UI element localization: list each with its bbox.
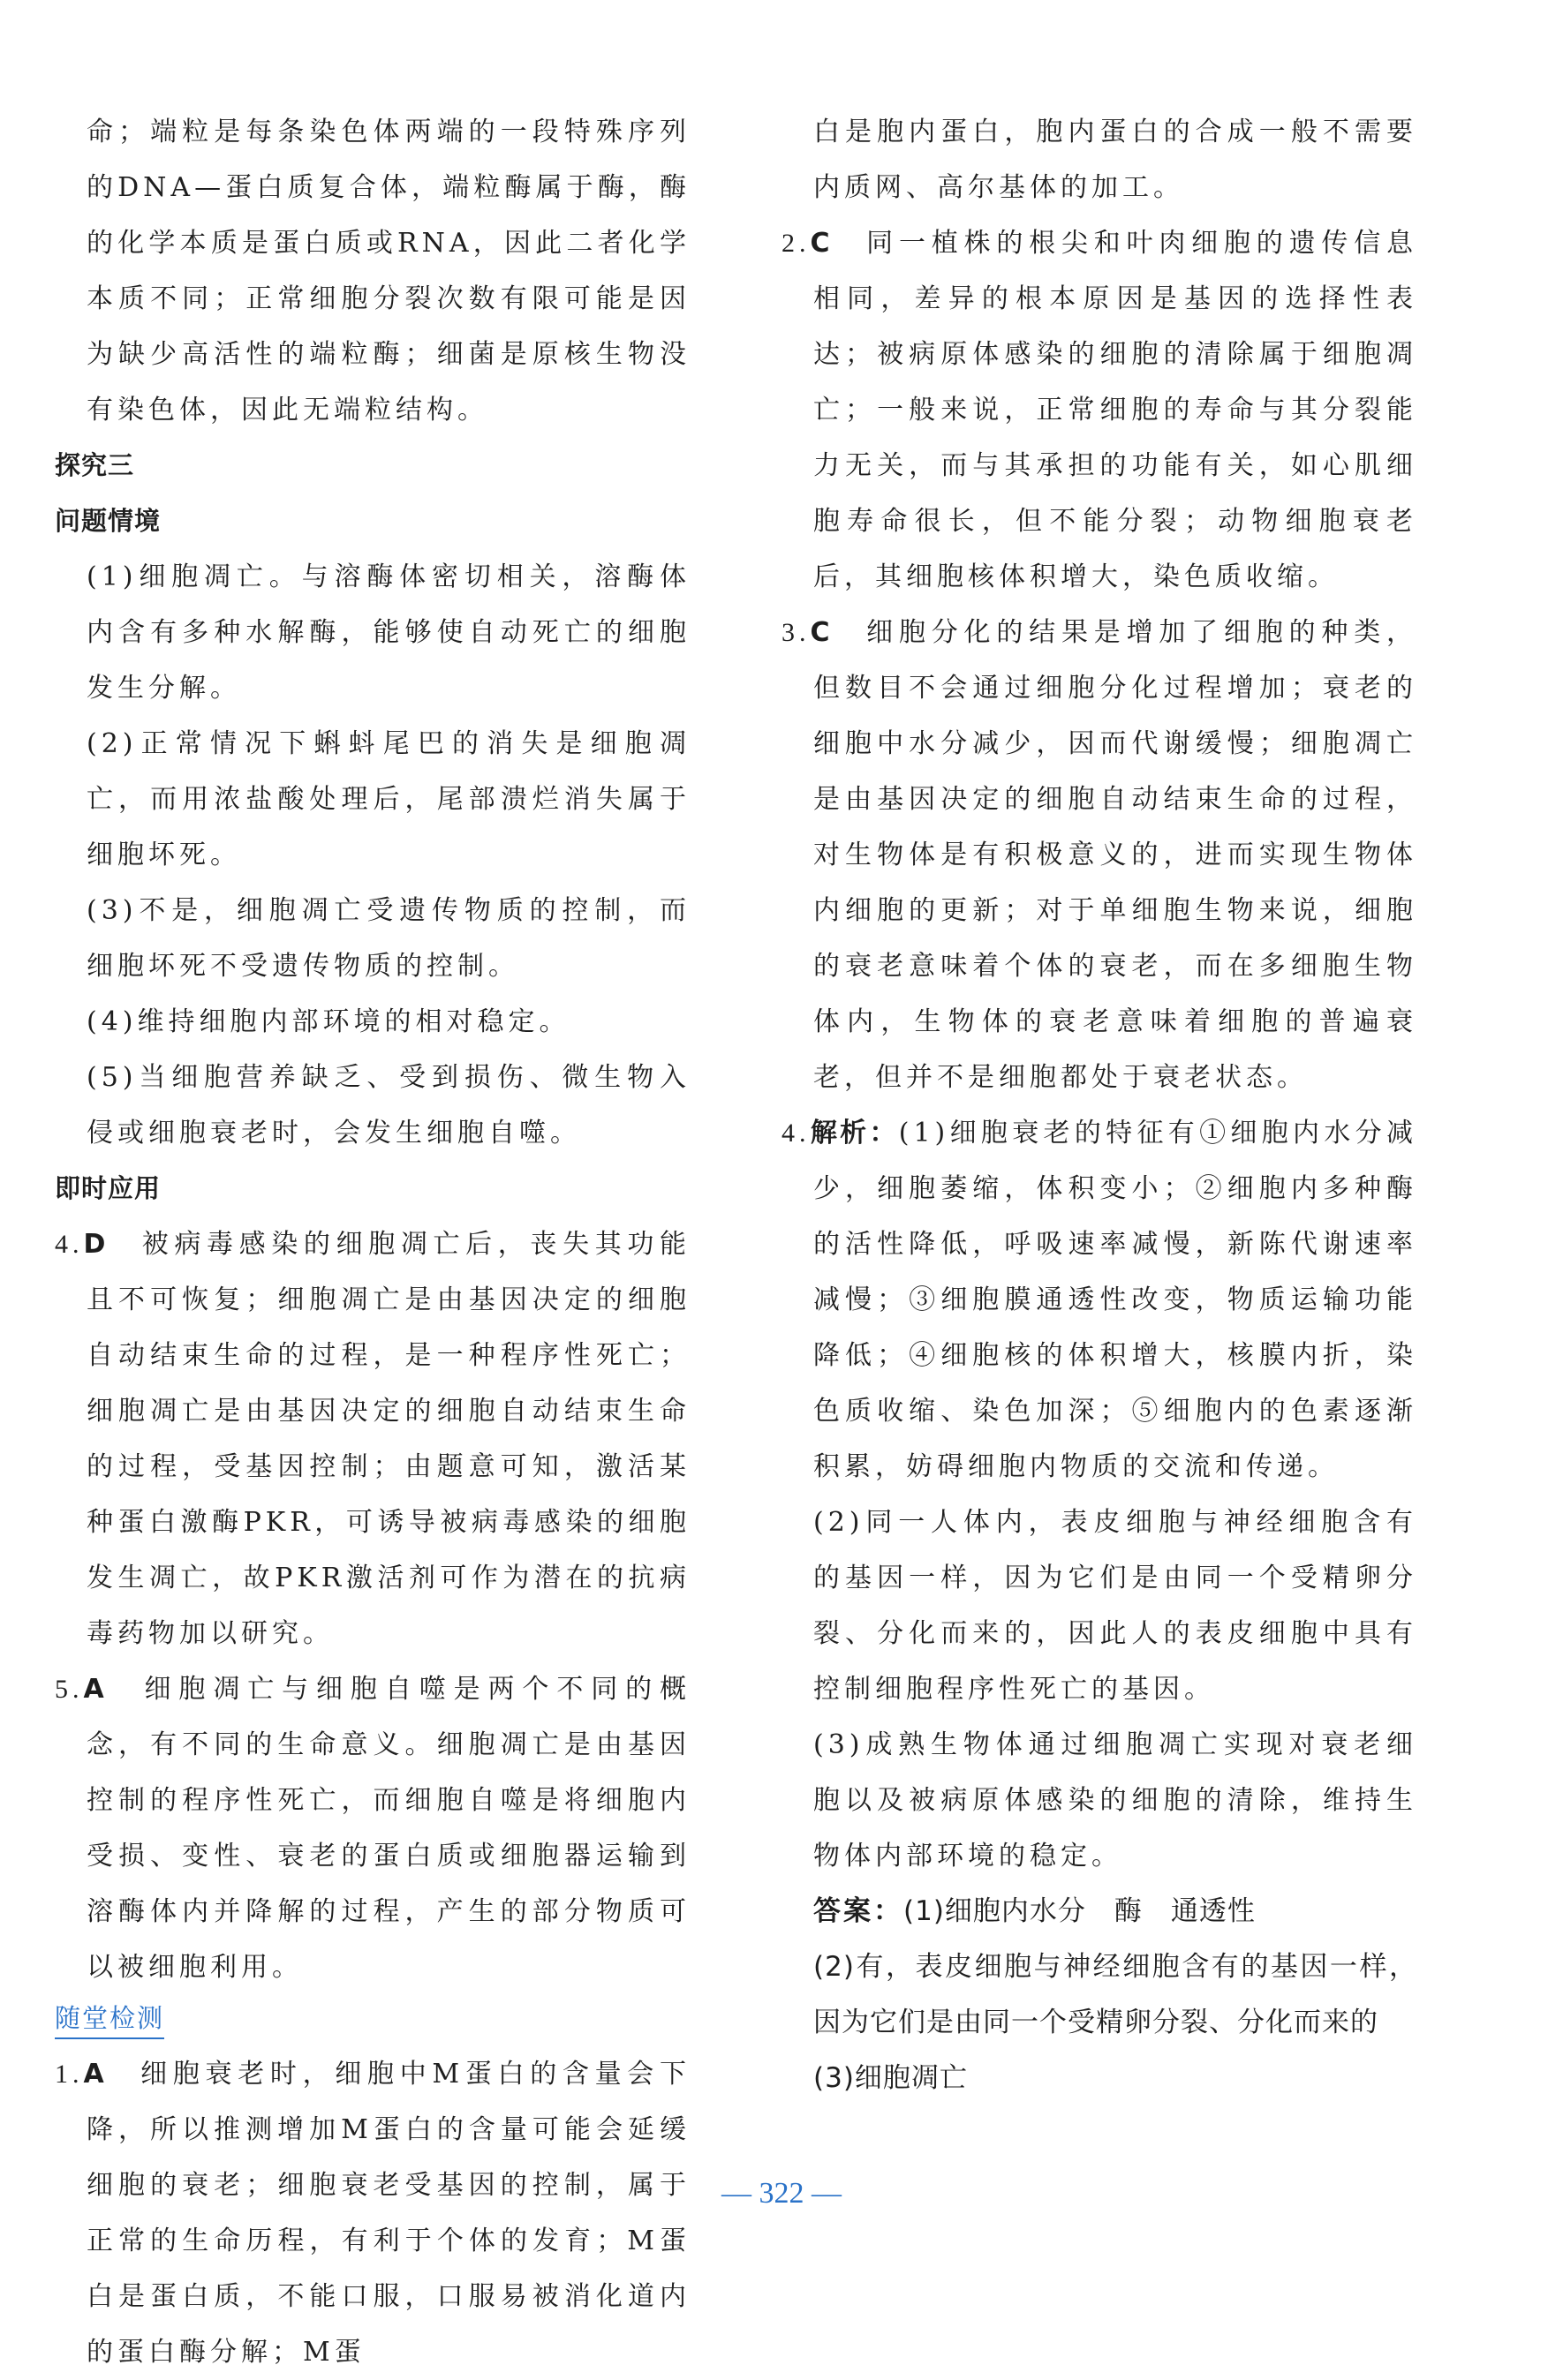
answer-key: C (810, 617, 833, 648)
answer-key: A (83, 1674, 107, 1705)
right-column (782, 104, 1417, 2106)
answer-key: D (83, 1229, 109, 1260)
answer-block (782, 1884, 1417, 2106)
answer-key: C (810, 228, 833, 259)
question-number: 1. (55, 2060, 84, 2089)
question-number: 4. (55, 1230, 84, 1259)
question-4 (55, 1216, 691, 1661)
test-question-3 (782, 605, 1417, 1105)
question-number: 5. (55, 1675, 84, 1704)
section-title-suitang-jiance: 随堂检测 (55, 1999, 164, 2039)
answer-item-2: (2)正常情况下蝌蚪尾巴的消失是细胞凋亡，而用浓盐酸处理后，尾部溃烂消失属于细胞坏死。 (87, 728, 691, 870)
question-number: 2. (782, 229, 811, 258)
explanation: 同一植株的根尖和叶肉细胞的遗传信息相同，差异的根本原因是基因的选择性表达；被病原体感染的细胞的清除属于细胞凋亡；一般来说，正常细胞的寿命与其分裂能力无关，而与其承担的功能有关，如心肌细胞寿命很长，但不能分裂；动物细胞衰老后，其细胞核体积增大，染色质收缩。 (813, 228, 1418, 592)
question-5 (55, 1661, 691, 1995)
explanation: 细胞分化的结果是增加了细胞的种类，但数目不会通过细胞分化过程增加；衰老的细胞中水分减少，因而代谢缓慢；细胞凋亡是由基因决定的细胞自动结束生命的过程，对生物体是有积极意义的，进而实现生物体内细胞的更新；对于单细胞生物来说，细胞的衰老意味着个体的衰老，而在多细胞生物体内，生物体的衰老意味着细胞的普遍衰老，但并不是细胞都处于衰老状态。 (813, 617, 1418, 1093)
test-question-2 (782, 215, 1417, 605)
heading-tanjiu-san: 探究三 (55, 450, 135, 480)
test-question-4 (782, 1105, 1417, 1495)
answer-label: 答案： (813, 1895, 903, 1927)
left-column (55, 104, 691, 2380)
analysis-part-2: (2)同一人体内，表皮细胞与神经细胞含有的基因一样，因为它们是由同一个受精卵分裂、分化而来的，因此人的表皮细胞中具有控制细胞程序性死亡的基因。 (813, 1507, 1417, 1705)
page-number: — 322 — (721, 2177, 842, 2210)
answer-line-2: (2)有，表皮细胞与神经细胞含有的基因一样，因为它们是由同一个受精卵分裂、分化而来的 (813, 1951, 1417, 2038)
explanation: 细胞衰老时，细胞中M蛋白的含量会下降，所以推测增加M蛋白的含量可能会延缓细胞的衰老；细胞衰老受基因的控制，属于正常的生命历程，有利于个体的发育；M蛋白是蛋白质，不能口服，口服易被消化道内的蛋白酶分解；M蛋 (87, 2059, 691, 2368)
answer-line-3: (3)细胞凋亡 (813, 2062, 968, 2094)
answer-item-3: (3)不是，细胞凋亡受遗传物质的控制，而细胞坏死不受遗传物质的控制。 (87, 895, 691, 982)
question-number: 4. (782, 1118, 811, 1148)
paragraph-continued: 白是胞内蛋白，胞内蛋白的合成一般不需要内质网、高尔基体的加工。 (813, 117, 1417, 203)
explanation: 被病毒感染的细胞凋亡后，丧失其功能且不可恢复；细胞凋亡是由基因决定的细胞自动结束生命的过程，是一种程序性死亡；细胞凋亡是由基因决定的细胞自动结束生命的过程，受基因控制；由题意可知，激活某种蛋白激酶PKR，可诱导被病毒感染的细胞发生凋亡，故PKR激活剂可作为潜在的抗病毒药物加以研究。 (87, 1229, 691, 1649)
explanation: 细胞凋亡与细胞自噬是两个不同的概念，有不同的生命意义。细胞凋亡是由基因控制的程序性死亡，而细胞自噬是将细胞内受损、变性、衰老的蛋白质或细胞器运输到溶酶体内并降解的过程，产生的部分物质可以被细胞利用。 (87, 1674, 691, 1983)
analysis-label: 解析： (810, 1118, 899, 1149)
answer-text: (1)细胞内水分 酶 通透性 (903, 1895, 1256, 1927)
answer-line-1 (782, 1884, 1417, 1939)
answer-item-1: (1)细胞凋亡。与溶酶体密切相关，溶酶体内含有多种水解酶，能够使自动死亡的细胞发生分解。 (87, 561, 691, 704)
heading-jishi-yingyong: 即时应用 (55, 1173, 162, 1203)
test-question-1 (55, 2046, 691, 2380)
paragraph-continued: 命；端粒是每条染色体两端的一段特殊序列的DNA—蛋白质复合体，端粒酶属于酶，酶的化学本质是蛋白质或RNA，因此二者化学本质不同；正常细胞分裂次数有限可能是因为缺少高活性的端粒酶；细菌是原核生物没有染色体，因此无端粒结构。 (87, 117, 691, 426)
explanation: (1)细胞衰老的特征有①细胞内水分减少，细胞萎缩，体积变小；②细胞内多种酶的活性降低，呼吸速率减慢，新陈代谢速率减慢；③细胞膜通透性改变，物质运输功能降低；④细胞核的体积增大，核膜内折，染色质收缩、染色加深；⑤细胞内的色素逐渐积累，妨碍细胞内物质的交流和传递。 (813, 1118, 1417, 1482)
answer-item-5: (5)当细胞营养缺乏、受到损伤、微生物入侵或细胞衰老时，会发生细胞自噬。 (87, 1062, 691, 1149)
question-number: 3. (782, 618, 811, 647)
analysis-part-3: (3)成熟生物体通过细胞凋亡实现对衰老细胞以及被病原体感染的细胞的清除，维持生物体内部环境的稳定。 (813, 1729, 1417, 1872)
heading-wenti-qingjing: 问题情境 (55, 506, 162, 536)
answer-key: A (83, 2059, 107, 2090)
answer-item-4: (4)维持细胞内部环境的相对稳定。 (87, 1006, 570, 1037)
